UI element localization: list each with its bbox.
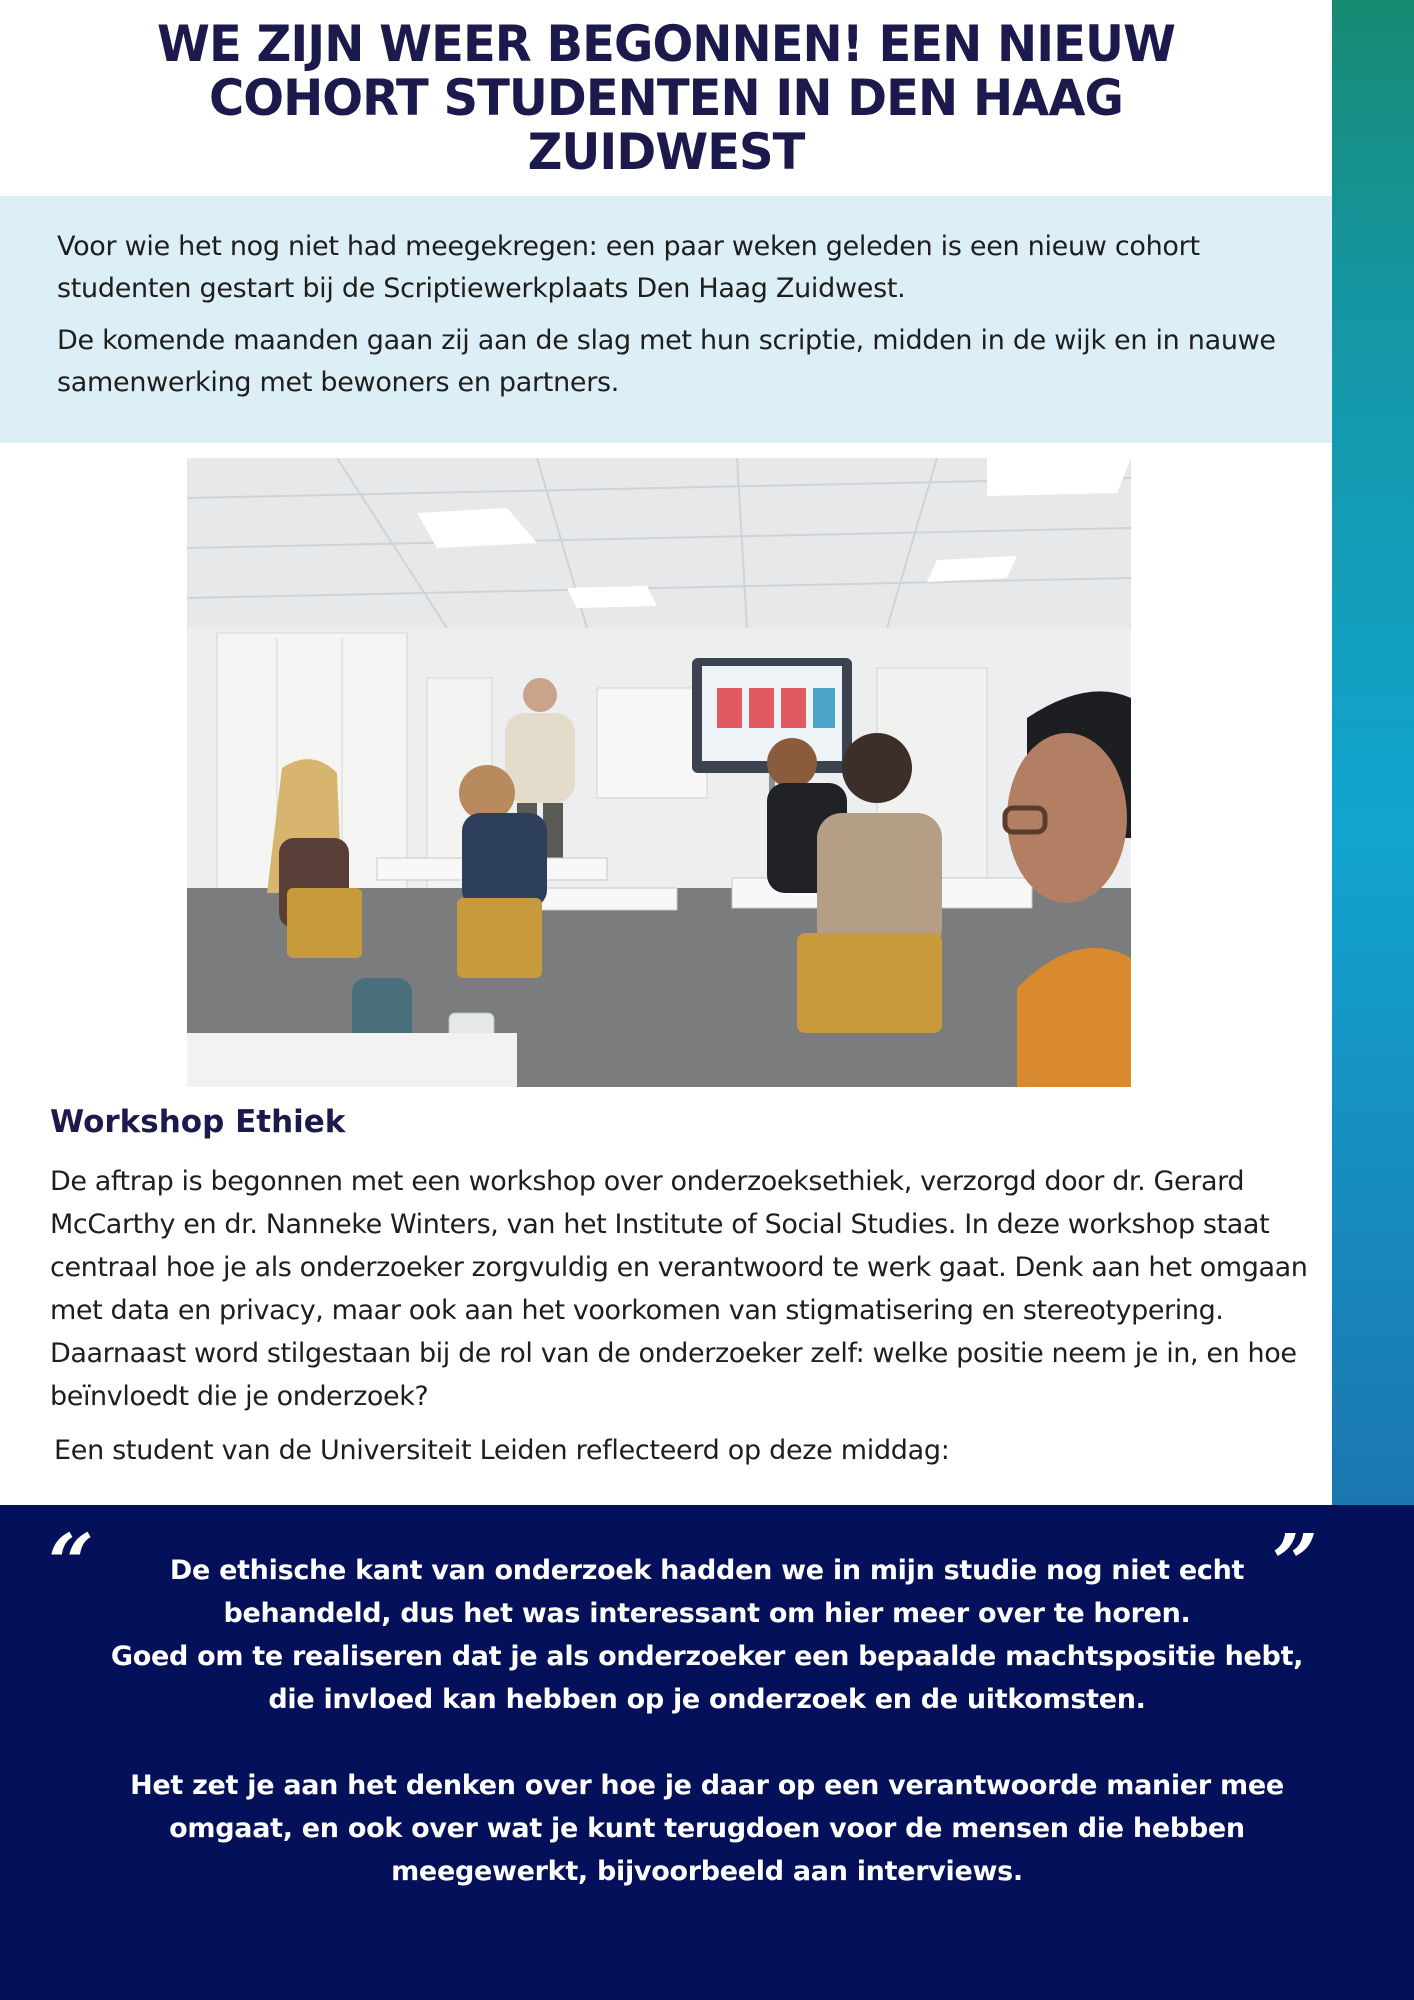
quote-lead-in: Een student van de Universiteit Leiden reflecteerd op deze middag: bbox=[54, 1435, 950, 1466]
quote-line-2: Goed om te realiseren dat je als onderzoeker een bepaalde machtspositie hebt, die invloed kan hebben op je onderzoek en de uitkomsten. bbox=[110, 1641, 1304, 1715]
workshop-heading: Workshop Ethiek bbox=[50, 1104, 346, 1140]
page-header bbox=[0, 0, 1332, 196]
classroom-photo-illustration bbox=[187, 458, 1131, 1087]
workshop-body: De aftrap is begonnen met een workshop over onderzoeksethiek, verzorgd door dr. Gerard McCarthy en dr. Nanneke Winters, van het Institute of Social Studies. In deze workshop staat centraal hoe je als onderzoeker zorgvuldig en verantwoord te werk gaat. Denk aan het omgaan met data en privacy, maar ook aan het voorkomen van stigmatisering en stereotypering. Daarnaast word stilgestaan bij de rol van de onderzoeker zelf: welke positie neem je in, en hoe beïnvloedt die je onderzoek? bbox=[50, 1166, 1308, 1412]
intro-paragraph-2: De komende maanden gaan zij aan de slag met hun scriptie, midden in de wijk en in nauwe samenwerking met bewoners en partners. bbox=[57, 325, 1276, 398]
intro-section bbox=[0, 196, 1332, 443]
student-quote bbox=[90, 1549, 1324, 1893]
title-line-2: COHORT STUDENTEN IN DEN HAAG ZUIDWEST bbox=[208, 69, 1124, 181]
open-quote-icon: “ bbox=[48, 1516, 95, 1610]
close-quote-icon: ” bbox=[1272, 1516, 1319, 1610]
student-quote-block bbox=[0, 1505, 1414, 2000]
intro-paragraph-1: Voor wie het nog niet had meegekregen: een paar weken geleden is een nieuw cohort studenten gestart bij de Scriptiewerkplaats Den Haag Zuidwest. bbox=[57, 231, 1200, 304]
workshop-photo bbox=[187, 458, 1131, 1087]
title-line-1: WE ZIJN WEER BEGONNEN! EEN NIEUW bbox=[156, 15, 1176, 73]
quote-line-3: Het zet je aan het denken over hoe je daar op een verantwoorde manier mee omgaat, en ook over wat je kunt terugdoen voor de mensen die hebben meegewerkt, bijvoorbeeld aan interviews. bbox=[130, 1770, 1284, 1887]
quote-line-1: De ethische kant van onderzoek hadden we in mijn studie nog niet echt behandeld, dus het was interessant om hier meer over te horen. bbox=[169, 1555, 1245, 1629]
side-accent-bar bbox=[1332, 0, 1414, 1505]
page-title bbox=[80, 17, 1251, 179]
